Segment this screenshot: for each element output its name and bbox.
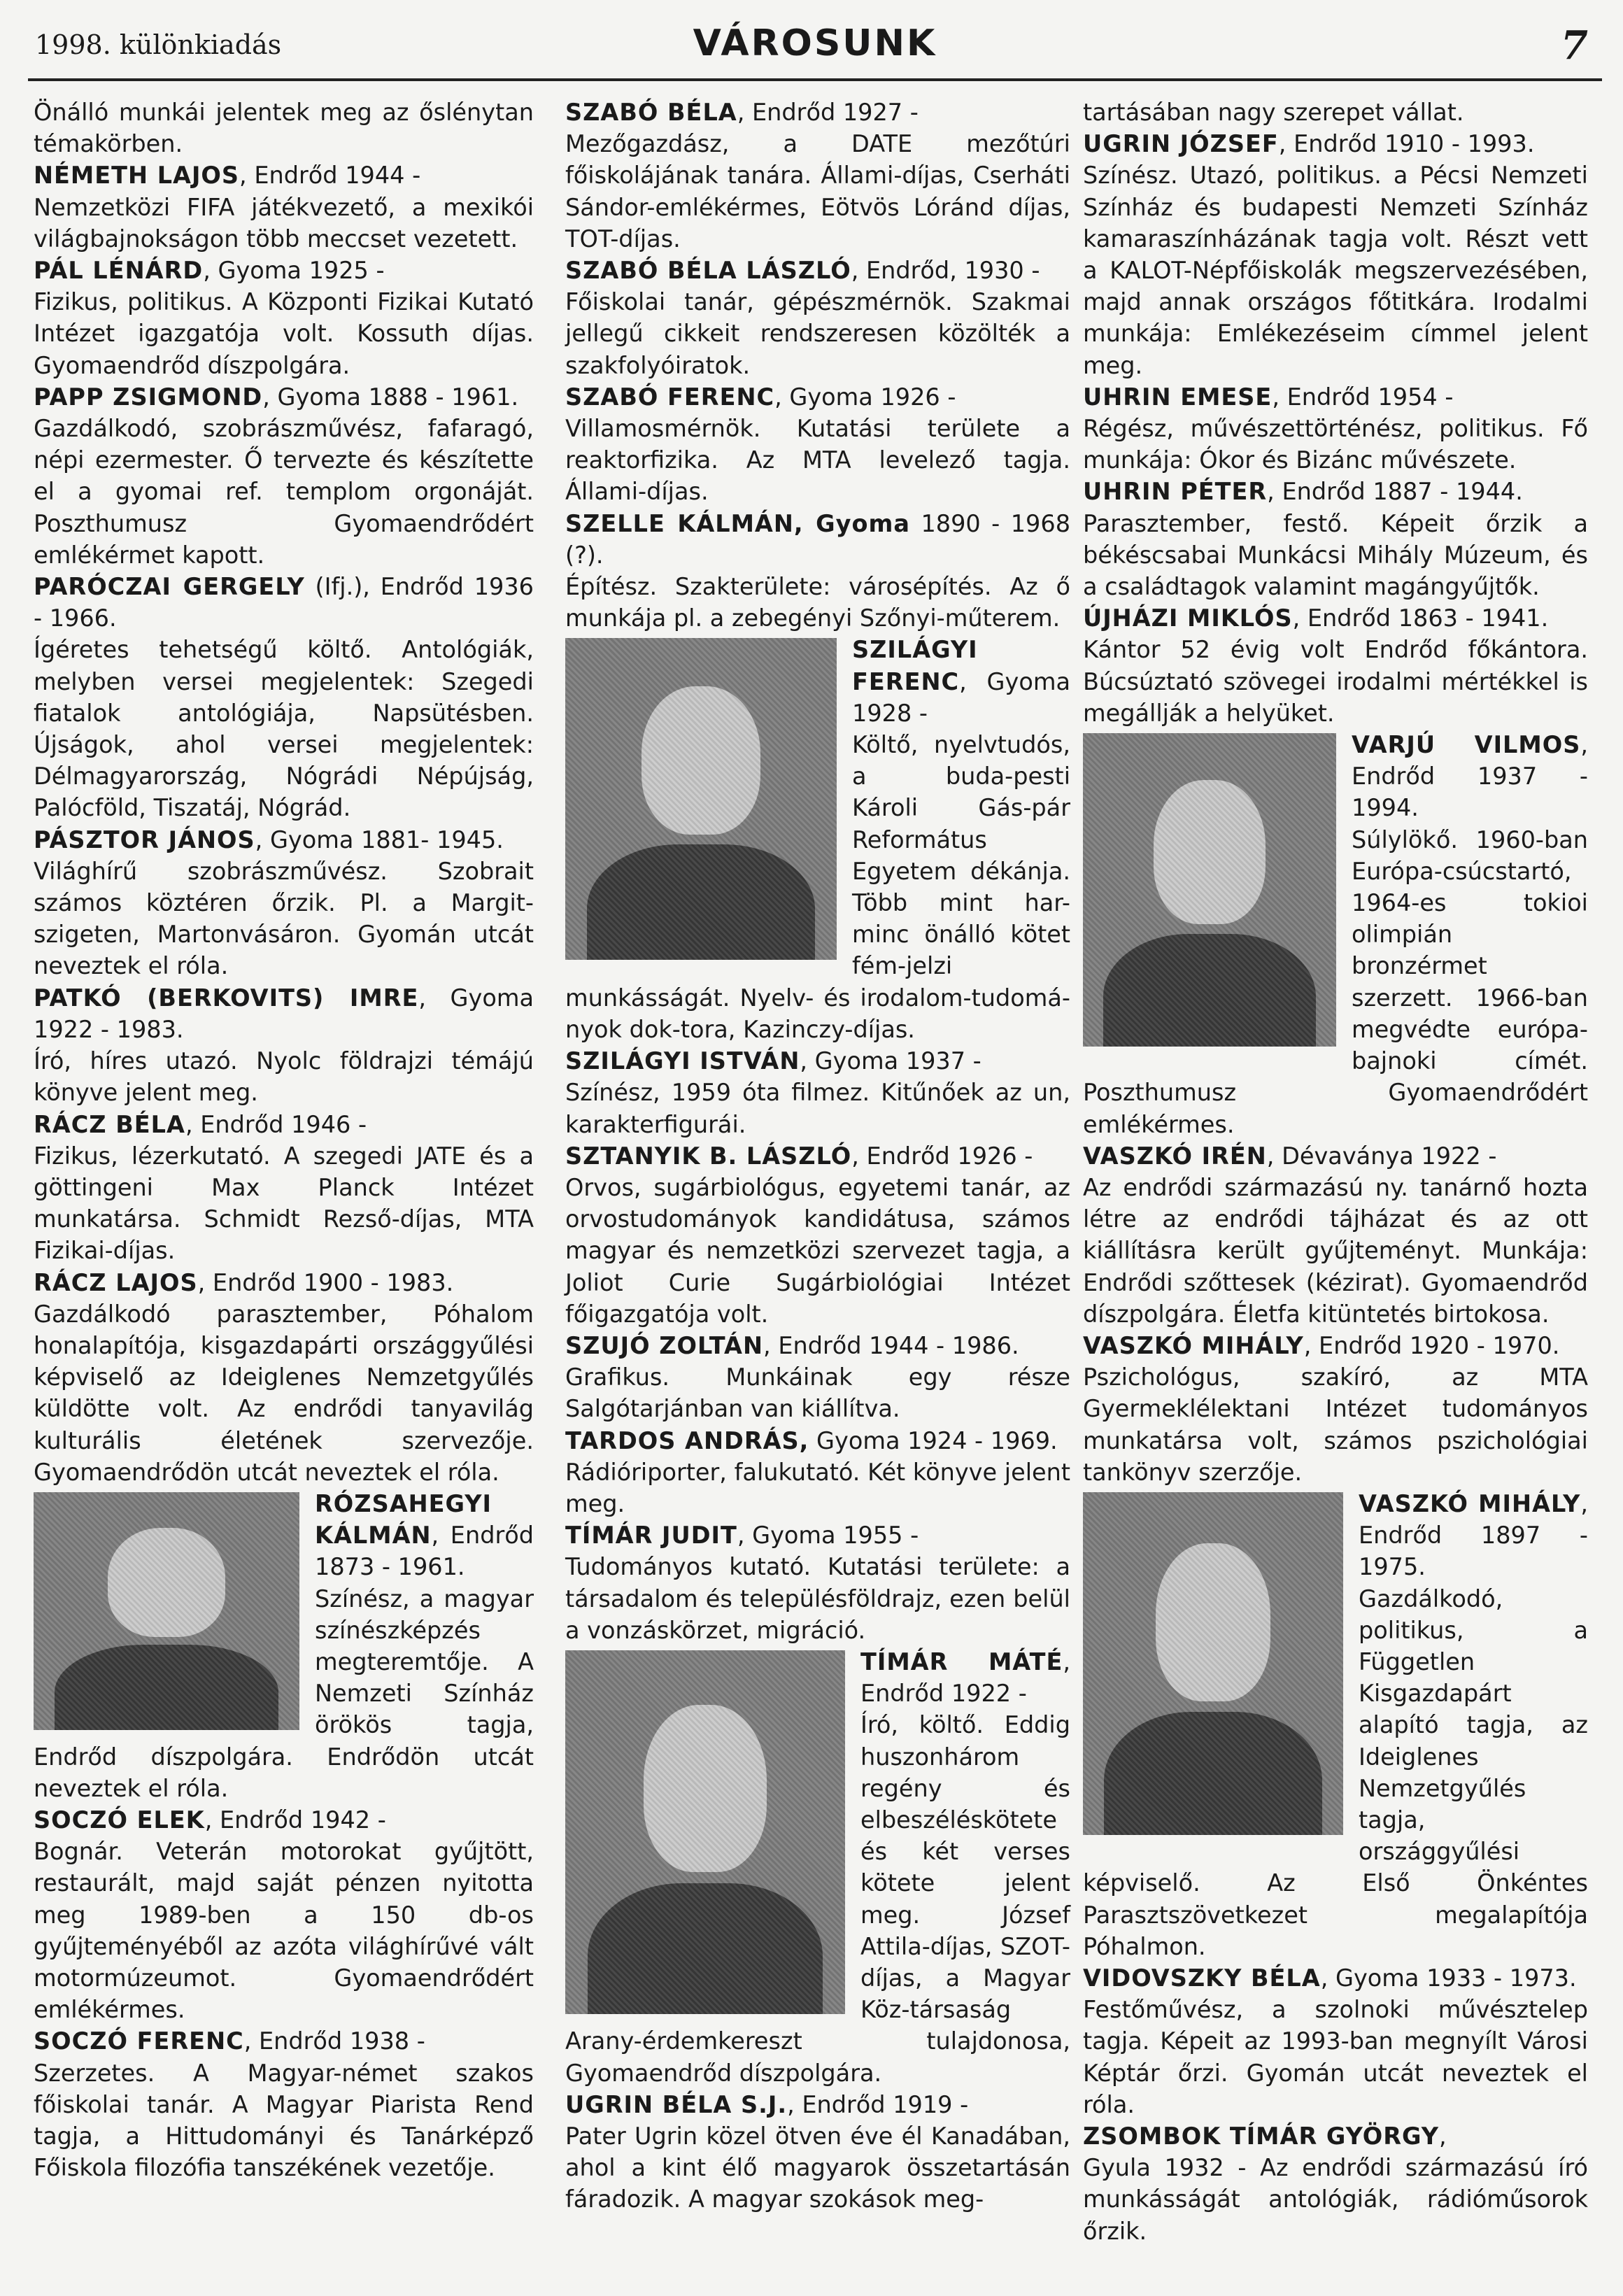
entry-text: Gyula 1932 - Az endrődi származású író munkásságát antológiák, rádióműsorok őrzik. [1083,2154,1588,2245]
entry-dates: , Gyoma 1955 - [737,1522,919,1550]
entry [1083,1488,1588,1962]
entry-name: SZTANYIK B. LÁSZLÓ [565,1142,852,1170]
entry-text: Gazdálkodó, politikus, a Független Kisgazdapárt alapító tagja, az Ideiglenes Nemzetgyűlés tagja, országgyűlési képviselő. Az Első Önkéntes Parasztszövetkezet megalapítója Póhalmon. [1083,1585,1588,1960]
entry [565,97,1070,255]
portrait-photo [1083,1492,1343,1835]
entry-text: Pszichológus, szakíró, az MTA Gyermeklélektani Intézet tudományos munkatársa volt, számos pszichológiai tankönyv szerzője. [1083,1363,1588,1486]
entry-text: Festőművész, a szolnoki művésztelep tagja. Képeit az 1993-ban megnyílt Városi Képtár őrzi. Gyomán utcát neveztek el róla. [1083,1996,1588,2118]
entry-text: Nemzetközi FIFA játékvezető, a mexikói világbajnokságon több meccset vezetett. [34,193,534,253]
entry-text: tartásában nagy szerepet vállat. [1083,99,1464,126]
entry [565,255,1070,381]
entry-text: Grafikus. Munkáinak egy része Salgótarjánban van kiállítva. [565,1363,1070,1423]
entry-name: SOCZÓ FERENC [34,2027,244,2055]
entry-dates: , Endrőd 1900 - 1983. [197,1268,454,1296]
entry-text: Gazdálkodó, szobrászművész, fafaragó, népi ezermester. Ő tervezte és készítette el a gyomai ref. templom orgonáját. Poszthumusz Gyomaendrődért emlékérmet kapott. [34,415,534,569]
entry-dates: , Gyoma 1925 - [203,257,385,285]
entry-name: PÁSZTOR JÁNOS [34,825,255,853]
entry-dates: , Gyoma 1888 - 1961. [262,383,519,411]
entry-name: UHRIN EMESE [1083,383,1273,411]
entry-dates: , Endrőd 1887 - 1944. [1267,478,1523,506]
entry-name: RÁCZ BÉLA [34,1110,185,1138]
entry [565,508,1070,635]
entry [1083,1330,1588,1488]
entry [34,982,534,1109]
entry-name: TARDOS ANDRÁS, [565,1426,809,1454]
entry-name: RÓZSAHEGYI KÁLMÁN [315,1489,492,1550]
entry-dates: , Endrőd 1937 - 1994. [1352,731,1588,822]
masthead-title: VÁROSUNK [693,22,937,64]
entry-text: Régész, művészettörténész, politikus. Fő munkája: Ókor és Bizánc művészete. [1083,415,1588,474]
entry [34,1804,534,2025]
entry [34,255,534,381]
entry-text: Gazdálkodó parasztember, Póhalom honalapítója, kisgazdapárti országgyűlési képviselő az Ideiglenes Nemzetgyűlés küldötte volt. Az endrődi tanyavilág kulturális életének szervezője. Gyomaendrődön utcát neveztek el róla. [34,1300,534,1486]
entry-text: Rádióriporter, falukutató. Két könyve jelent meg. [565,1458,1070,1517]
entry-name: VIDOVSZKY BÉLA [1083,1964,1321,1992]
page-number: 7 [1561,22,1588,69]
entry [34,2025,534,2183]
portrait-photo [565,638,837,960]
entry-dates: , Endrőd 1863 - 1941. [1292,604,1549,632]
entry [565,1425,1070,1520]
portrait-photo [1083,733,1336,1047]
entry [34,97,534,160]
entry-dates: , Endrőd 1920 - 1970. [1303,1331,1560,1359]
entry-name: RÁCZ LAJOS [34,1268,198,1296]
entry-text: Világhírű szobrászművész. Szobrait számos köztéren őrzik. Pl. a Margit-szigeten, Martonvásáron. Gyomán utcát neveztek el róla. [34,857,534,980]
entry-dates: , Dévaványa 1922 - [1266,1142,1497,1170]
entry [1083,1962,1588,2120]
entry-text: Mezőgazdász, a DATE mezőtúri főiskolájának tanára. Állami-díjas, Cserháti Sándor-emlékérmes, Eötvös Lóránd díjas, TOT-díjas. [565,130,1070,253]
entry-text: Író, híres utazó. Nyolc földrajzi témájú könyve jelent meg. [34,1047,534,1107]
entry-name: ÚJHÁZI MIKLÓS [1083,604,1293,632]
entry-text: Önálló munkái jelentek meg az őslénytan témakörben. [34,99,534,158]
entry-name: UGRIN BÉLA S.J. [565,2090,788,2118]
entry-dates: , Endrőd 1873 - 1961. [315,1522,534,1581]
entry-text: Az endrődi származású ny. tanárnő hozta létre az endrődi tájházat és az ott kiállításra került gyűjteményt. Munkája: Endrődi szőttesek (kézirat). Gyomaendrőd díszpolgára. Életfa kitüntetés birtokosa. [1083,1173,1588,1328]
entry [34,1109,534,1267]
entry-name: VASZKÓ MIHÁLY [1083,1331,1304,1359]
entry-name: SZILÁGYI FERENC [852,636,978,695]
entry-text: Fizikus, politikus. A Központi Fizikai Kutató Intézet igazgatója volt. Kossuth díjas. Gyomaendrőd díszpolgára. [34,288,534,379]
entry [565,1045,1070,1140]
entry-dates: , Endrőd 1922 - [860,1647,1070,1708]
entry-name: SZUJÓ ZOLTÁN [565,1331,764,1359]
entry [1083,97,1588,128]
entry-name: PAPP ZSIGMOND [34,383,263,411]
entry-name: ZSOMBOK TÍMÁR GYÖRGY [1083,2123,1440,2150]
entry-dates: , Gyoma 1928 - [852,667,1070,727]
entry-text: Kántor 52 évig volt Endrőd főkántora. Búcsúztató szövegei irodalmi mértékkel is megállják a helyüket. [1083,636,1588,727]
entry-dates: , Endrőd 1946 - [185,1110,367,1138]
header-rule [28,78,1602,81]
entry-name: SOCZÓ ELEK [34,1806,205,1834]
entry [565,634,1070,1045]
entry [1083,729,1588,1140]
issue-label: 1998. különkiadás [35,29,282,60]
entry-dates: , Endrőd 1942 - [204,1806,386,1834]
entry-text: Színész, a magyar színészképzés megteremtője. A Nemzeti Színház örökös tagja, Endrőd díszpolgára. Endrődön utcát neveztek el róla. [34,1585,534,1802]
entry-dates: , Endrőd 1897 - 1975. [1359,1489,1588,1581]
entry-dates: , Endrőd 1926 - [851,1142,1033,1170]
entry-text: Főiskolai tanár, gépészmérnök. Szakmai jellegű cikkeit rendszeresen közölték a szakfolyóiratok. [565,288,1070,379]
entry-dates: , Endrőd 1944 - [239,162,421,190]
entry-name: PATKÓ (BERKOVITS) IMRE [34,984,419,1012]
entry-text: Szerzetes. A Magyar-német szakos főiskolai tanár. A Magyar Piarista Rend tagja, a Hittudományi és Tanárképző Főiskola filozófia tanszékének vezetője. [34,2059,534,2182]
entry-dates: (Ifj.), Endrőd 1936 - 1966. [34,573,534,632]
entry-text: Ígéretes tehetségű költő. Antológiák, melyben versei megjelentek: Szegedi fiatalok antológiája, Napsütésben. Újságok, ahol versei megjelentek: Délmagyarország, Nógrádi Népújság, Palócföld, Tiszatáj, Nógrád. [34,636,534,822]
entry-text: Költő, nyelvtudós, a buda-pesti Károli Gás-pár Református Egyetem dékánja. Több mint har-minc önálló kötet fém-jelzi munkásságát. Nyelv- és irodalom-tudomá-nyok dok-tora, Kazinczy-díjas. [565,731,1070,1043]
entry [1083,476,1588,602]
entry-dates: , Gyoma 1926 - [774,383,956,411]
entry-name: NÉMETH LAJOS [34,162,240,190]
entry [1083,2120,1588,2247]
entry [565,381,1070,508]
entry-dates: , Endrőd, 1930 - [851,257,1040,285]
entry-text: Parasztember, festő. Képeit őrzik a békéscsabai Munkácsi Mihály Múzeum, és a családtagok valamint magángyűjtők. [1083,509,1588,601]
entry-name: TÍMÁR MÁTÉ [860,1647,1063,1675]
entry-dates: , [1439,2123,1447,2150]
entry-text: Bognár. Veterán motorokat gyűjtött, restaurált, majd saját pénzen nyitotta meg 1989-ben a 150 db-os gyűjteményéből az azóta világhírűvé vált motormúzeumot. Gyomaendrődért emlékérmes. [34,1838,534,2024]
entry-name: VASZKÓ IRÉN [1083,1142,1267,1170]
entry-text: Író, költő. Eddig huszonhárom regény és elbeszéléskötete és két verses kötete jelent meg. József Attila-díjas, SZOT-díjas, a Magyar Köz-társaság Arany-érdemkereszt tulajdonosa, Gyomaendrőd díszpolgára. [565,1711,1070,2087]
entry-dates: , Endrőd 1954 - [1272,383,1454,411]
entry-dates: , Gyoma 1937 - [800,1047,981,1075]
entry-name: SZABÓ BÉLA LÁSZLÓ [565,257,851,285]
entry-text: Orvos, sugárbiológus, egyetemi tanár, az orvostudományok kandidátusa, számos magyar és nemzetközi szervezet tagja, a Joliot Curie Sugárbiológiai Intézet főigazgatója volt. [565,1173,1070,1328]
entry [565,1330,1070,1425]
entry-name: TÍMÁR JUDIT [565,1522,737,1550]
entry [565,1519,1070,1646]
entry-dates: 1890 - 1968 (?). [565,509,1071,569]
entry-dates: Gyoma 1924 - 1969. [809,1426,1058,1454]
portrait-photo [565,1650,845,2014]
entry-dates: , Endrőd 1927 - [737,99,919,126]
entry-text: Építész. Szakterülete: városépítés. Az ő munkája pl. a zebegényi Szőnyi-műterem. [565,573,1070,632]
entry [34,1267,534,1488]
entry-name: VARJÚ VILMOS [1352,731,1581,759]
column-3 [1083,97,1588,2272]
entry-name: UGRIN JÓZSEF [1083,130,1279,158]
entry-text: Fizikus, lézerkutató. A szegedi JATE és a göttingeni Max Planck Intézet munkatársa. Schmidt Rezső-díjas, MTA Fizikai-díjas. [34,1142,534,1265]
entry-text: Színész, 1959 óta filmez. Kitűnőek az un, karakterfigurái. [565,1079,1070,1138]
entry [565,1140,1070,1330]
entry-text: Pater Ugrin közel ötven éve él Kanadában, ahol a kint élő magyarok összetartásán fáradozik. A magyar szokások meg- [565,2123,1070,2213]
entry [34,381,534,571]
entry [1083,128,1588,381]
entry [34,571,534,824]
entry [1083,381,1588,476]
entry [1083,1140,1588,1330]
entry-name: VASZKÓ MIHÁLY [1359,1489,1581,1517]
page-header [28,20,1602,77]
entry [34,824,534,982]
entry-text: Tudományos kutató. Kutatási területe: a társadalom és településföldrajz, ezen belül a vonzáskörzet, migráció. [565,1553,1070,1644]
entry [565,2089,1070,2216]
entry-name: UHRIN PÉTER [1083,478,1268,506]
entry-text: Színész. Utazó, politikus. a Pécsi Nemzeti Színház és budapesti Nemzeti Színház kamaraszínházának tagja volt. Részt vett a KALOT-Népfőiskolák megszervezésében, majd annak országos főtitkára. Irodalmi munkája: Emlékezéseim címmel jelent meg. [1083,162,1588,379]
entry [565,1646,1070,2089]
entry-dates: , Gyoma 1933 - 1973. [1320,1964,1577,1992]
entry [1083,602,1588,729]
entry-dates: , Gyoma 1881- 1945. [255,825,504,853]
entry-dates: , Endrőd 1938 - [243,2027,425,2055]
entry-name: SZILÁGYI ISTVÁN [565,1047,800,1075]
entry-dates: , Endrőd 1944 - 1986. [763,1331,1019,1359]
entry-dates: , Endrőd 1919 - [787,2090,969,2118]
entry-text: Súlylökő. 1960-ban Európa-csúcstartó, 1964-es tokioi olimpián bronzérmet szerzett. 1966-ban megvédte európa-bajnoki címét. Poszthumusz Gyomaendrődért emlékérmes. [1083,825,1588,1138]
column-2 [565,97,1070,2272]
entry [34,1488,534,1804]
entry-name: PARÓCZAI GERGELY [34,573,305,601]
column-1 [34,97,534,2272]
entry-name: PÁL LÉNÁRD [34,257,204,285]
entry-dates: , Gyoma 1922 - 1983. [34,984,534,1043]
entry-text: Villamosmérnök. Kutatási területe a reaktorfizika. Az MTA levelező tagja. Állami-díjas. [565,415,1070,506]
entry-name: SZELLE KÁLMÁN, Gyoma [565,509,910,537]
portrait-photo [34,1492,299,1730]
entry [34,160,534,255]
entry-name: SZABÓ BÉLA [565,99,737,126]
entry-name: SZABÓ FERENC [565,383,775,411]
entry-dates: , Endrőd 1910 - 1993. [1278,130,1535,158]
